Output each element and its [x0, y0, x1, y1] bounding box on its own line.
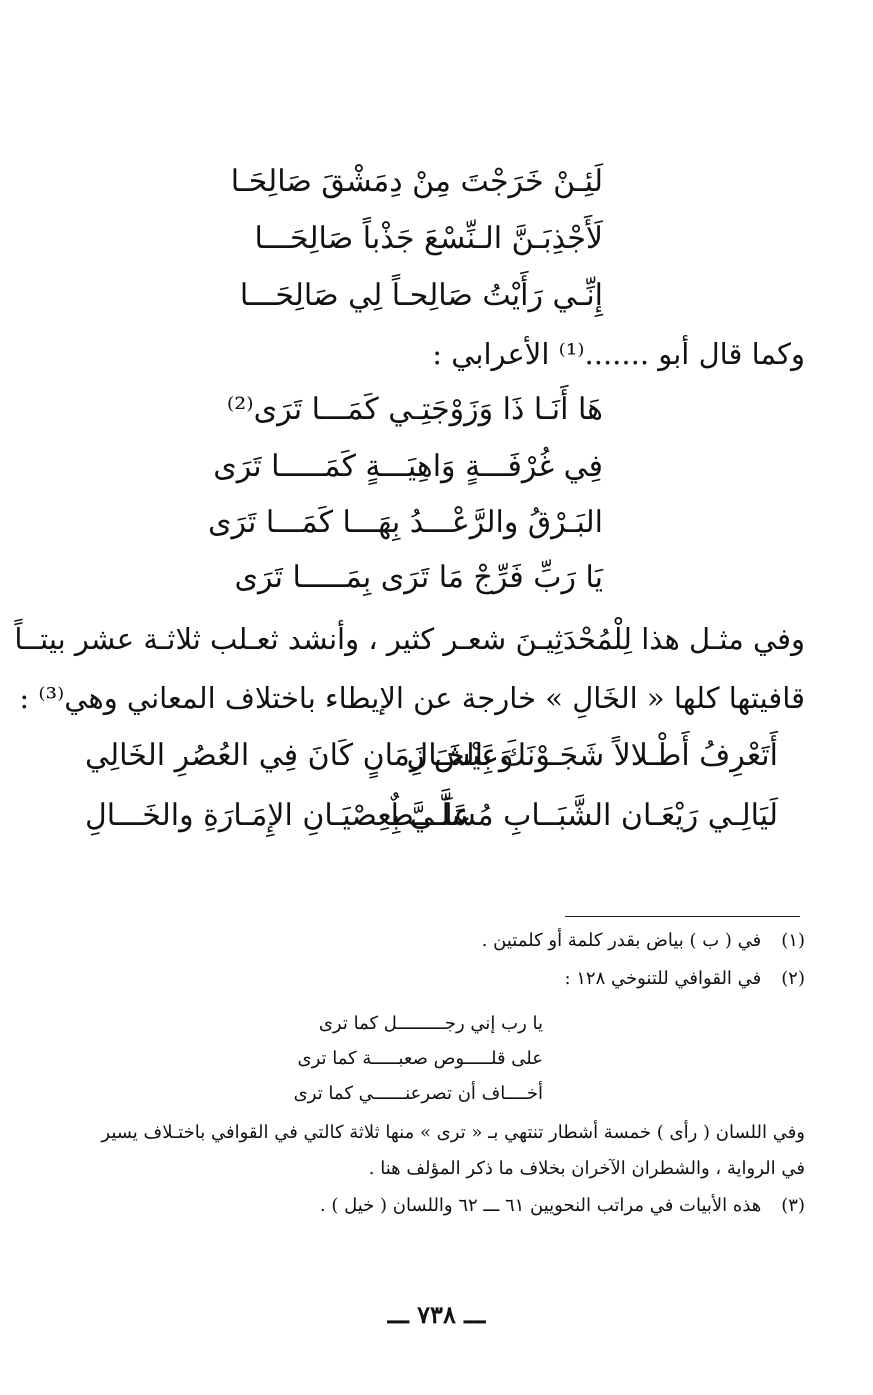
footnote-2-prose-1: وفي اللسان ( رأى ) خمسة أشطار تنتهي بـ « ترى » منها ثلاثة كالتي في القوافي باختـلاف يسير — [101, 1122, 805, 1143]
footnote-1-text: في ( ب ) بياض بقدر كلمة أو كلمتين . — [481, 930, 762, 951]
prose-line-2: قافيتها كلها « الخَالِ » خارجة عن الإيطاء باختلاف المعاني وهي⁽³⁾ : — [19, 681, 805, 715]
couplet-1 — [85, 738, 778, 782]
poem1-line-2: لَأَجْذِبَـنَّ الـنِّسْعَ جَذْباً صَالِحَـــا — [254, 221, 603, 256]
poem2-line-1: هَا أَنَـا ذَا وَزَوْجَتِـي كَمَـــا تَرَى⁽²⁾ — [226, 392, 603, 427]
poem2-line-3: البَـرْقُ والرَّعْـــدُ بِهَـــا كَمَـــا تَرَى — [207, 505, 603, 540]
footnote-2-prose-2: في الرواية ، والشطران الآخران بخلاف ما ذكر المؤلف هنا . — [368, 1158, 805, 1179]
couplet-2-second-hemistich: عَلَـيَّ بِعِصْيَـانِ الإِمَـارَةِ والخَـــالِ — [85, 798, 472, 833]
couplet-2-first-hemistich: لَيَالِـي رَيْعَـان الشَّبَــابِ مُسَلَّـــطٌ — [385, 798, 778, 833]
footnote-3-number: (٣) — [781, 1195, 805, 1216]
couplet-1-second-hemistich: وَعَيْشَ زَمَانٍ كَانَ فِي العُصُرِ الخَالِي — [85, 738, 514, 773]
footnote-1-number: (١) — [781, 930, 805, 951]
footnote-1 — [482, 932, 805, 950]
prose-line-1: وفي مثـل هذا لِلْمُحْدَثِيـنَ شعـر كثير ، وأنشد ثعـلب ثلاثـة عشر بيتــاً — [14, 622, 805, 656]
footnote-3 — [320, 1197, 805, 1215]
footnote-2-number: (٢) — [781, 968, 805, 989]
poem1-line-1: لَئِـنْ خَرَجْتَ مِنْ دِمَشْقَ صَالِحَـا — [230, 164, 603, 199]
couplet-2 — [85, 798, 778, 842]
poem1-line-3: إِنِّـي رَأَيْتُ صَالِحـاً لِي صَالِحَـــا — [239, 278, 603, 313]
poem2-line-4: يَا رَبِّ فَرِّجْ مَا تَرَى بِمَـــــا تَرَى — [234, 560, 603, 595]
footnote-3-text: هذه الأبيات في مراتب النحويين ٦١ ـــ ٦٢ واللسان ( خيل ) . — [319, 1195, 762, 1216]
footnote-2 — [564, 970, 805, 988]
couplet-1-first-hemistich: أَتَعْرِفُ أَطْـلالاً شَجَـوْنَكَ بِالخَـالِ — [406, 738, 778, 773]
intro-line: وكما قال أبو .......⁽¹⁾ الأعرابي : — [432, 337, 805, 371]
footnote-2-verse-3: أخــــاف أن تصرعنــــــي كما ترى — [293, 1083, 543, 1104]
poem2-line-2: فِي غُرْفَـــةٍ وَاهِيَـــةٍ كَمَـــــا تَرَى — [213, 449, 603, 484]
footnote-separator — [565, 916, 800, 917]
footnote-2-verse-1: يا رب إني رجـــــــــل كما ترى — [318, 1013, 543, 1034]
footnote-2-text: في القوافي للتنوخي ١٢٨ : — [564, 968, 762, 989]
page-number: ـــ ٧٣٨ ـــ — [387, 1300, 486, 1329]
footnote-2-verse-2: على قلـــــوص صعبـــــة كما ترى — [297, 1048, 543, 1069]
